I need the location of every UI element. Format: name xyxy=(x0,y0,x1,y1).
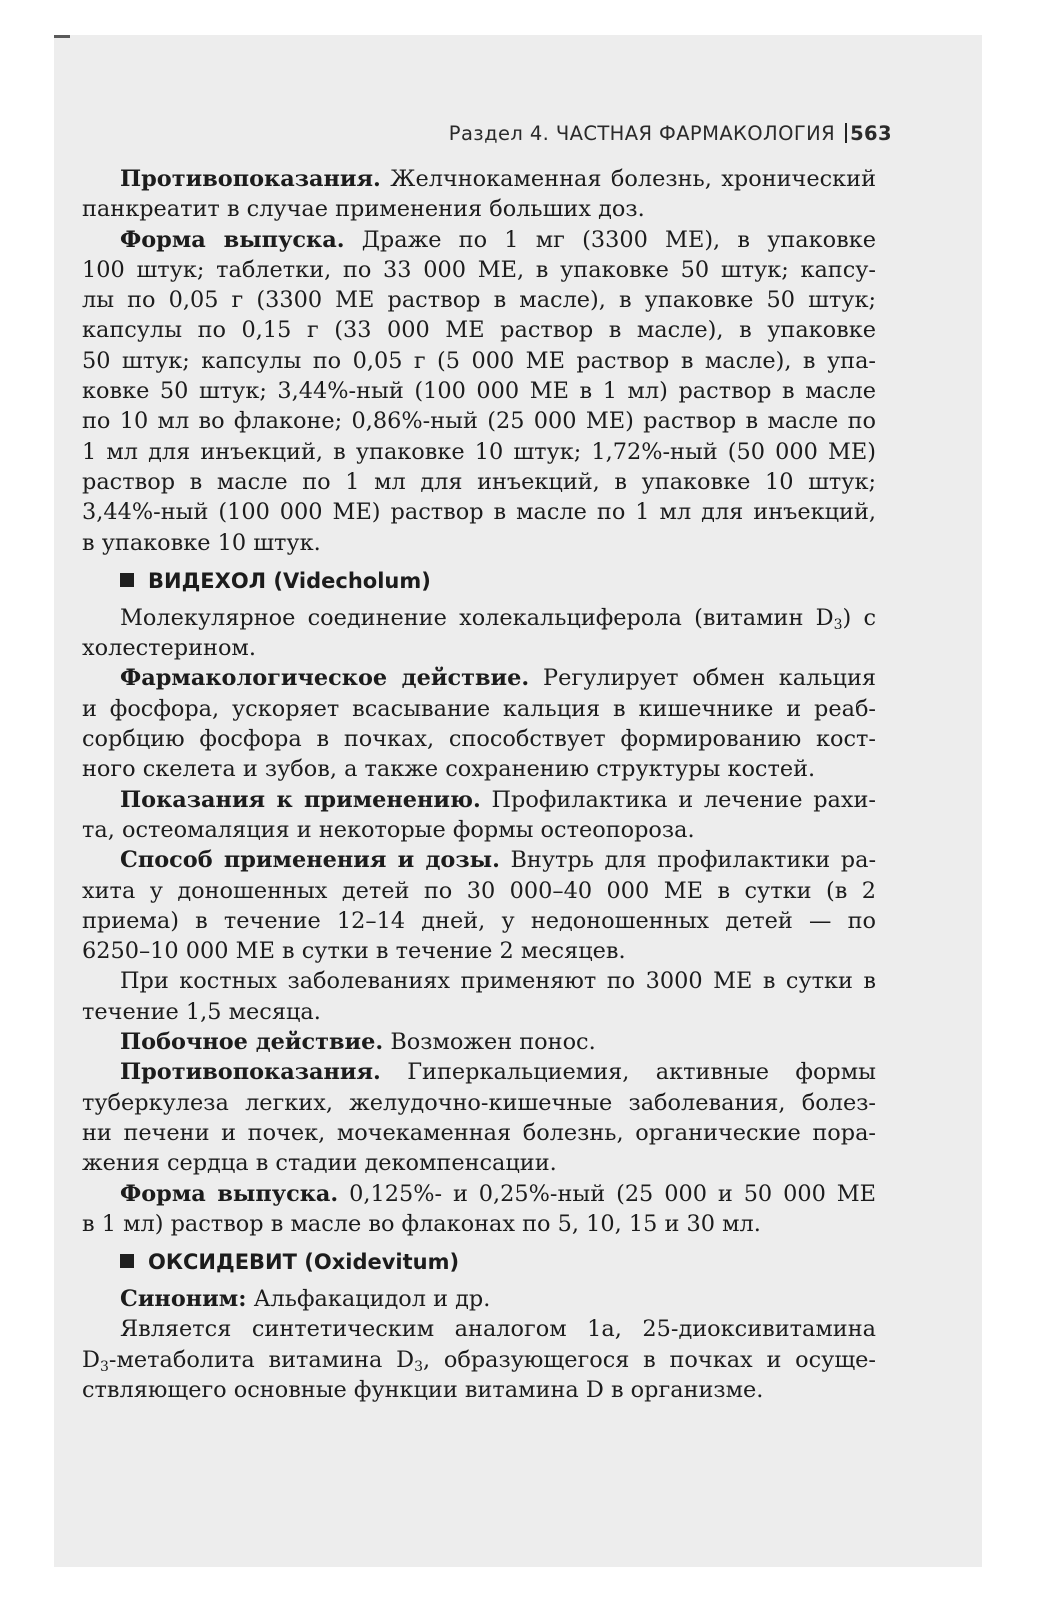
text-segment: Желчнокаменная болезнь, хронический xyxy=(380,166,876,192)
section-title: Раздел 4. ЧАСТНАЯ ФАРМАКОЛОГИЯ xyxy=(448,122,836,145)
text-line xyxy=(82,633,876,663)
page-number: 563 xyxy=(850,122,892,145)
text-line xyxy=(82,376,876,406)
text-line xyxy=(82,1088,876,1118)
square-bullet-icon xyxy=(120,1254,134,1268)
text-segment: жения сердца в стадии декомпенсации. xyxy=(82,1150,557,1177)
text-segment: Регулирует обмен кальция xyxy=(529,665,877,692)
text-line xyxy=(82,285,876,315)
running-header xyxy=(84,122,892,145)
text-segment: по 10 мл во флаконе; 0,86%-ный (25 000 МЕ) раствор в масле по xyxy=(82,408,876,435)
text-segment: Профилактика и лечение рахи- xyxy=(480,786,876,813)
text-line xyxy=(82,1057,876,1087)
text-segment: D xyxy=(82,1346,100,1373)
text-line xyxy=(82,724,876,754)
header-separator xyxy=(845,123,847,143)
paragraph-lead-term: Показания к применению. xyxy=(120,786,481,813)
text-line xyxy=(82,663,876,693)
text-line xyxy=(82,164,876,194)
text-line xyxy=(82,906,876,936)
drug-heading-text: ОКСИДЕВИТ (Oxidevitum) xyxy=(148,1250,460,1275)
text-segment: Гиперкальциемия, активные формы xyxy=(380,1059,876,1086)
text-segment: и фосфора, ускоряет всасывание кальция в кишечнике и реаб- xyxy=(82,695,876,722)
text-segment: , образующегося в почках и осуще- xyxy=(423,1346,876,1373)
text-segment: течение 1,5 месяца. xyxy=(82,998,321,1025)
text-line xyxy=(82,1027,876,1057)
text-segment: ни печени и почек, мочекаменная болезнь, органические пора- xyxy=(82,1119,876,1146)
text-line xyxy=(82,1209,876,1239)
subscript: 3 xyxy=(833,616,843,633)
text-segment: При костных заболеваниях применяют по 3000 МЕ в сутки в xyxy=(120,968,876,995)
text-line xyxy=(82,406,876,436)
page-body xyxy=(82,164,876,1405)
text-segment: 6250–10 000 МЕ в сутки в течение 2 месяцев. xyxy=(82,938,626,965)
text-segment: лы по 0,05 г (3300 МЕ раствор в масле), в упаковке 50 штук; xyxy=(82,287,876,314)
paragraph-lead-term: Побочное действие. xyxy=(120,1029,384,1056)
text-line xyxy=(82,1345,876,1375)
text-line xyxy=(82,437,876,467)
text-segment: та, остеомаляция и некоторые формы остеопороза. xyxy=(82,816,695,843)
text-segment: Возможен понос. xyxy=(383,1029,596,1056)
subscript: 3 xyxy=(414,1358,423,1375)
paragraph-lead-term: Синоним: xyxy=(120,1286,247,1313)
subscript: 3 xyxy=(99,1358,109,1375)
text-segment: хита у доношенных детей по 30 000–40 000 МЕ в сутки (в 2 xyxy=(82,877,876,904)
text-line xyxy=(82,528,876,558)
text-segment: холестерином. xyxy=(82,635,256,662)
text-line xyxy=(82,1375,876,1405)
text-segment: 1 мл для инъекций, в упаковке 10 штук; 1,72%-ный (50 000 МЕ) xyxy=(82,438,876,465)
text-segment: приема) в течение 12–14 дней, у недоношенных детей — по xyxy=(82,907,876,934)
text-line xyxy=(82,603,876,633)
text-line xyxy=(82,936,876,966)
text-segment: ковке 50 штук; 3,44%-ный (100 000 МЕ в 1 мл) раствор в масле xyxy=(82,378,876,405)
text-segment: раствор в масле по 1 мл для инъекций, в упаковке 10 штук; xyxy=(82,468,876,495)
text-line xyxy=(82,966,876,996)
text-segment: в 1 мл) раствор в масле во флаконах по 5, 10, 15 и 30 мл. xyxy=(82,1210,761,1237)
drug-heading xyxy=(82,1246,876,1278)
drug-heading xyxy=(82,565,876,597)
text-line xyxy=(82,225,876,255)
text-segment: 3,44%-ный (100 000 МЕ) раствор в масле по 1 мл для инъекций, xyxy=(82,499,876,526)
text-segment: капсулы по 0,15 г (33 000 МЕ раствор в масле), в упаковке xyxy=(82,317,876,344)
text-segment: Является синтетическим аналогом 1а, 25-диоксивитамина xyxy=(120,1316,876,1343)
text-segment: ного скелета и зубов, а также сохранению структуры костей. xyxy=(82,756,816,783)
text-line xyxy=(82,1314,876,1344)
paragraph-lead-term: Форма выпуска. xyxy=(120,1180,339,1207)
paragraph-lead-term: Противопоказания. xyxy=(120,166,381,192)
text-line xyxy=(82,1284,876,1314)
text-segment: сорбцию фосфора в почках, способствует формированию кост- xyxy=(82,726,876,753)
drug-heading-text: ВИДЕХОЛ (Videcholum) xyxy=(148,568,431,593)
text-segment: 0,125%- и 0,25%-ный (25 000 и 50 000 МЕ xyxy=(338,1180,877,1207)
text-segment: Альфакацидол и др. xyxy=(246,1286,491,1313)
text-line xyxy=(82,785,876,815)
text-line xyxy=(82,255,876,285)
text-segment: ) с xyxy=(842,604,876,631)
paragraph-lead-term: Форма выпуска. xyxy=(120,226,345,253)
text-segment: Внутрь для профилактики ра- xyxy=(499,847,877,874)
text-line xyxy=(82,815,876,845)
paragraph-lead-term: Фармакологическое действие. xyxy=(120,665,530,692)
text-line xyxy=(82,876,876,906)
text-line xyxy=(82,754,876,784)
text-line xyxy=(82,497,876,527)
text-segment: туберкулеза легких, желудочно-кишечные заболевания, болез- xyxy=(82,1089,876,1116)
text-line xyxy=(82,1179,876,1209)
text-line xyxy=(82,694,876,724)
text-line xyxy=(82,194,876,224)
paragraph-lead-term: Противопоказания. xyxy=(120,1059,381,1086)
scan-corner-mark xyxy=(54,35,70,38)
text-line xyxy=(82,1118,876,1148)
square-bullet-icon xyxy=(120,573,134,587)
text-segment: 50 штук; капсулы по 0,05 г (5 000 МЕ раствор в масле), в упа- xyxy=(82,347,876,374)
text-line xyxy=(82,346,876,376)
text-segment: Молекулярное соединение холекальциферола (витамин D xyxy=(120,604,834,631)
text-segment: Драже по 1 мг (3300 МЕ), в упаковке xyxy=(344,226,876,253)
text-segment: в упаковке 10 штук. xyxy=(82,529,321,556)
text-line xyxy=(82,315,876,345)
text-segment: 100 штук; таблетки, по 33 000 МЕ, в упаковке 50 штук; капсу- xyxy=(82,256,876,283)
text-segment: ствляющего основные функции витамина D в организме. xyxy=(82,1376,764,1403)
text-line xyxy=(82,1148,876,1178)
text-segment: панкреатит в случае применения больших доз. xyxy=(82,196,645,223)
paragraph-lead-term: Способ применения и дозы. xyxy=(120,847,500,874)
text-line xyxy=(82,467,876,497)
text-line xyxy=(82,845,876,875)
text-line xyxy=(82,997,876,1027)
text-segment: -метаболита витамина D xyxy=(108,1346,415,1373)
